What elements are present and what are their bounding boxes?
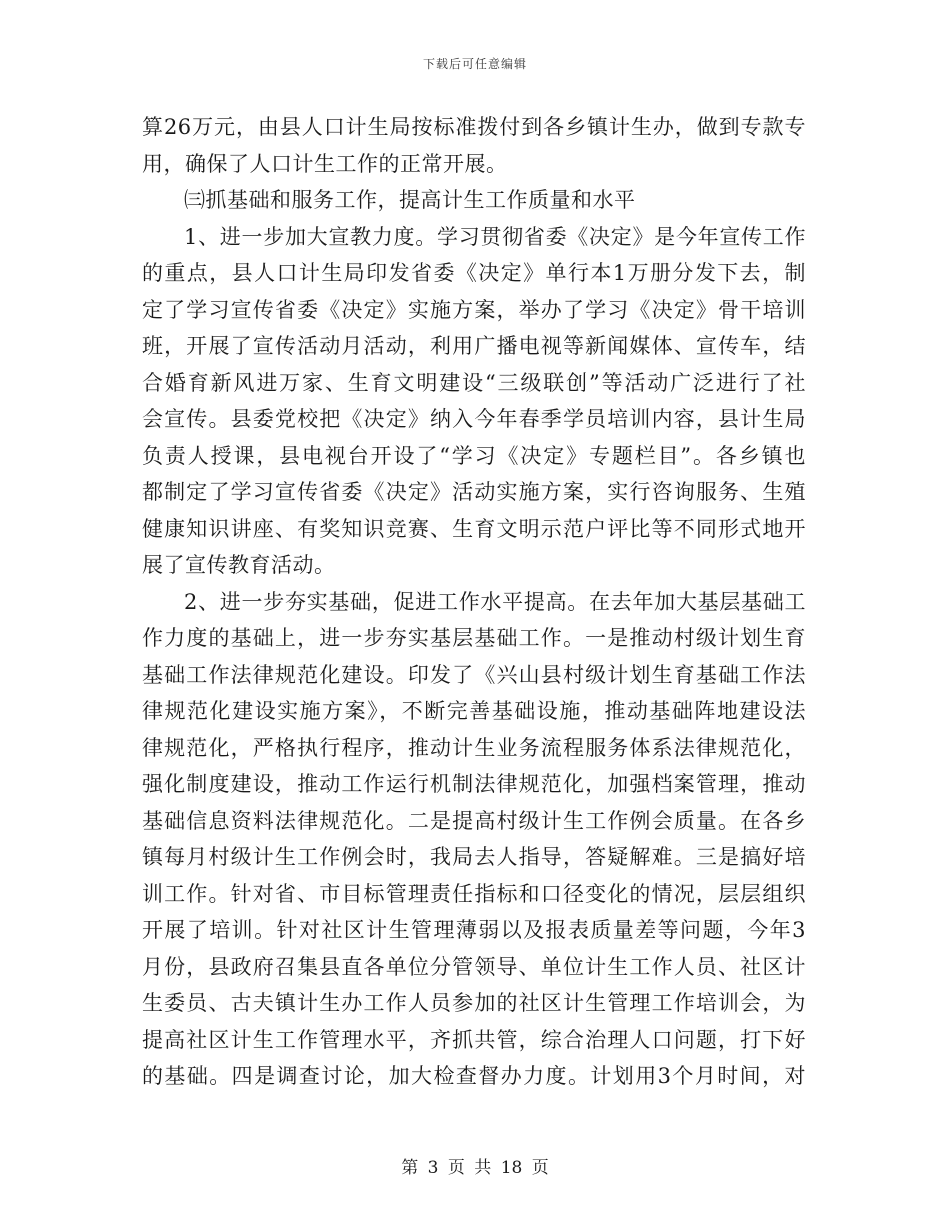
- body-text-line: 2、进一步夯实基础，促进工作水平提高。在去年加大基层基础工: [184, 589, 806, 614]
- document-body: [142, 109, 806, 1095]
- body-text-line: 基础工作法律规范化建设。印发了《兴山县村级计划生育基础工作法: [142, 662, 806, 687]
- body-text-line: 镇每月村级计生工作例会时，我局去人指导，答疑解难。三是搞好培: [142, 845, 806, 869]
- body-text-line: 负责人授课，县电视台开设了“学习《决定》专题栏目”。各乡镇也: [142, 443, 806, 468]
- body-text-line: 的重点，县人口计生局印发省委《决定》单行本1万册分发下去，制: [142, 261, 806, 285]
- body-text-line: 律规范化建设实施方案》，不断完善基础设施，推动基础阵地建设法: [142, 699, 806, 723]
- body-text-line: 会宣传。县委党校把《决定》纳入今年春季学员培训内容，县计生局: [142, 407, 806, 431]
- body-text-line: 用，确保了人口计生工作的正常开展。: [142, 151, 508, 176]
- body-text-line: 班，开展了宣传活动月活动，利用广播电视等新闻媒体、宣传车，结: [142, 334, 806, 358]
- page-header: 下载后可任意编辑: [422, 57, 527, 71]
- body-text-line: 合婚育新风进万家、生育文明建设“三级联创”等活动广泛进行了社: [142, 370, 806, 395]
- body-text-line: 定了学习宣传省委《决定》实施方案，举办了学习《决定》骨干培训: [142, 297, 806, 322]
- body-text-line: 算26万元，由县人口计生局按标准拨付到各乡镇计生办，做到专款专: [142, 115, 806, 139]
- body-text-line: 展了宣传教育活动。: [142, 553, 336, 577]
- page-number-footer: 第 3 页 共 18 页: [401, 1158, 549, 1178]
- body-text-line: 的基础。四是调查讨论，加大检查督办力度。计划用3个月时间，对: [142, 1064, 806, 1088]
- body-text-line: ㈢抓基础和服务工作，提高计生工作质量和水平: [184, 188, 636, 212]
- body-text-line: 作力度的基础上，进一步夯实基层基础工作。一是推动村级计划生育: [142, 626, 806, 650]
- body-text-line: 都制定了学习宣传省委《决定》活动实施方案，实行咨询服务、生殖: [142, 480, 806, 504]
- body-text-line: 开展了培训。针对社区计生管理薄弱以及报表质量差等问题，今年3: [142, 918, 806, 942]
- body-text-line: 月份，县政府召集县直各单位分管领导、单位计生工作人员、社区计: [142, 954, 806, 979]
- body-text-line: 基础信息资料法律规范化。二是提高村级计生工作例会质量。在各乡: [142, 808, 806, 833]
- body-text-line: 生委员、古夫镇计生办工作人员参加的社区计生管理工作培训会，为: [142, 991, 806, 1015]
- body-text-line: 律规范化，严格执行程序，推动计生业务流程服务体系法律规范化，: [142, 735, 806, 760]
- body-text-line: 提高社区计生工作管理水平，齐抓共管，综合治理人口问题，打下好: [142, 1027, 806, 1052]
- body-text-line: 健康知识讲座、有奖知识竞赛、生育文明示范户评比等不同形式地开: [142, 516, 806, 541]
- body-text-line: 1、进一步加大宣教力度。学习贯彻省委《决定》是今年宣传工作: [184, 224, 806, 249]
- body-text-line: 训工作。针对省、市目标管理责任指标和口径变化的情况，层层组织: [142, 881, 806, 906]
- body-text-line: 强化制度建设，推动工作运行机制法律规范化，加强档案管理，推动: [142, 772, 806, 796]
